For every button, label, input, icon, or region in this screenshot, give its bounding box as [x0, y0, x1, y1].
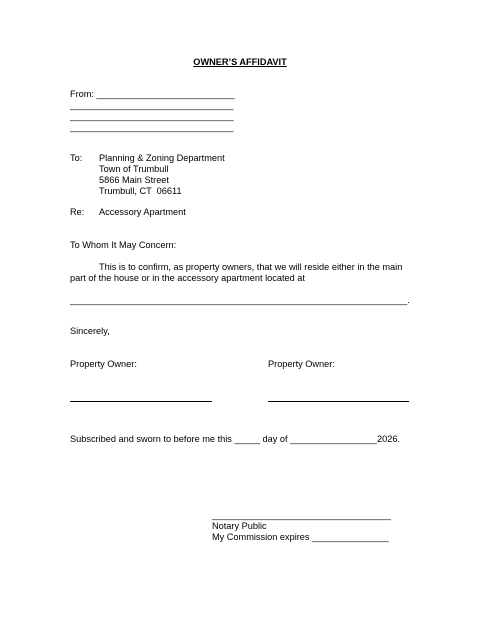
from-line-2: ________________________________ [70, 100, 234, 110]
to-address-line-2: Town of Trumbull [99, 164, 169, 174]
from-line-4: ________________________________ [70, 122, 234, 132]
body-line-1: This is to confirm, as property owners, that we will reside either in the main [99, 262, 403, 272]
to-label: To: [70, 153, 83, 163]
to-address-line-1: Planning & Zoning Department [99, 153, 225, 163]
commission-expires: My Commission expires _______________ [212, 532, 389, 542]
owner-signature-line-right [268, 401, 409, 402]
salutation: To Whom It May Concern: [70, 240, 177, 250]
owner-label-right: Property Owner: [268, 359, 335, 369]
re-label: Re: [70, 207, 85, 217]
owner-signature-line-left [70, 401, 212, 402]
closing: Sincerely, [70, 326, 110, 336]
notary-label: Notary Public [212, 521, 267, 531]
from-line-1: From: ___________________________ [70, 89, 235, 99]
sworn-statement: Subscribed and sworn to before me this _____ day of _________________2026. [70, 434, 400, 444]
from-line-3: ________________________________ [70, 111, 234, 121]
to-address-line-3: 5866 Main Street [99, 175, 169, 185]
document-title: OWNER’S AFFIDAVIT [193, 57, 287, 67]
owner-label-left: Property Owner: [70, 359, 137, 369]
notary-signature-blank: ___________________________________ [212, 510, 391, 520]
to-address-line-4: Trumbull, CT 06611 [99, 186, 182, 196]
re-value: Accessory Apartment [99, 207, 186, 217]
body-line-2: part of the house or in the accessory apartment located at [70, 273, 305, 283]
address-blank: __________________________________________________________________. [70, 295, 410, 305]
